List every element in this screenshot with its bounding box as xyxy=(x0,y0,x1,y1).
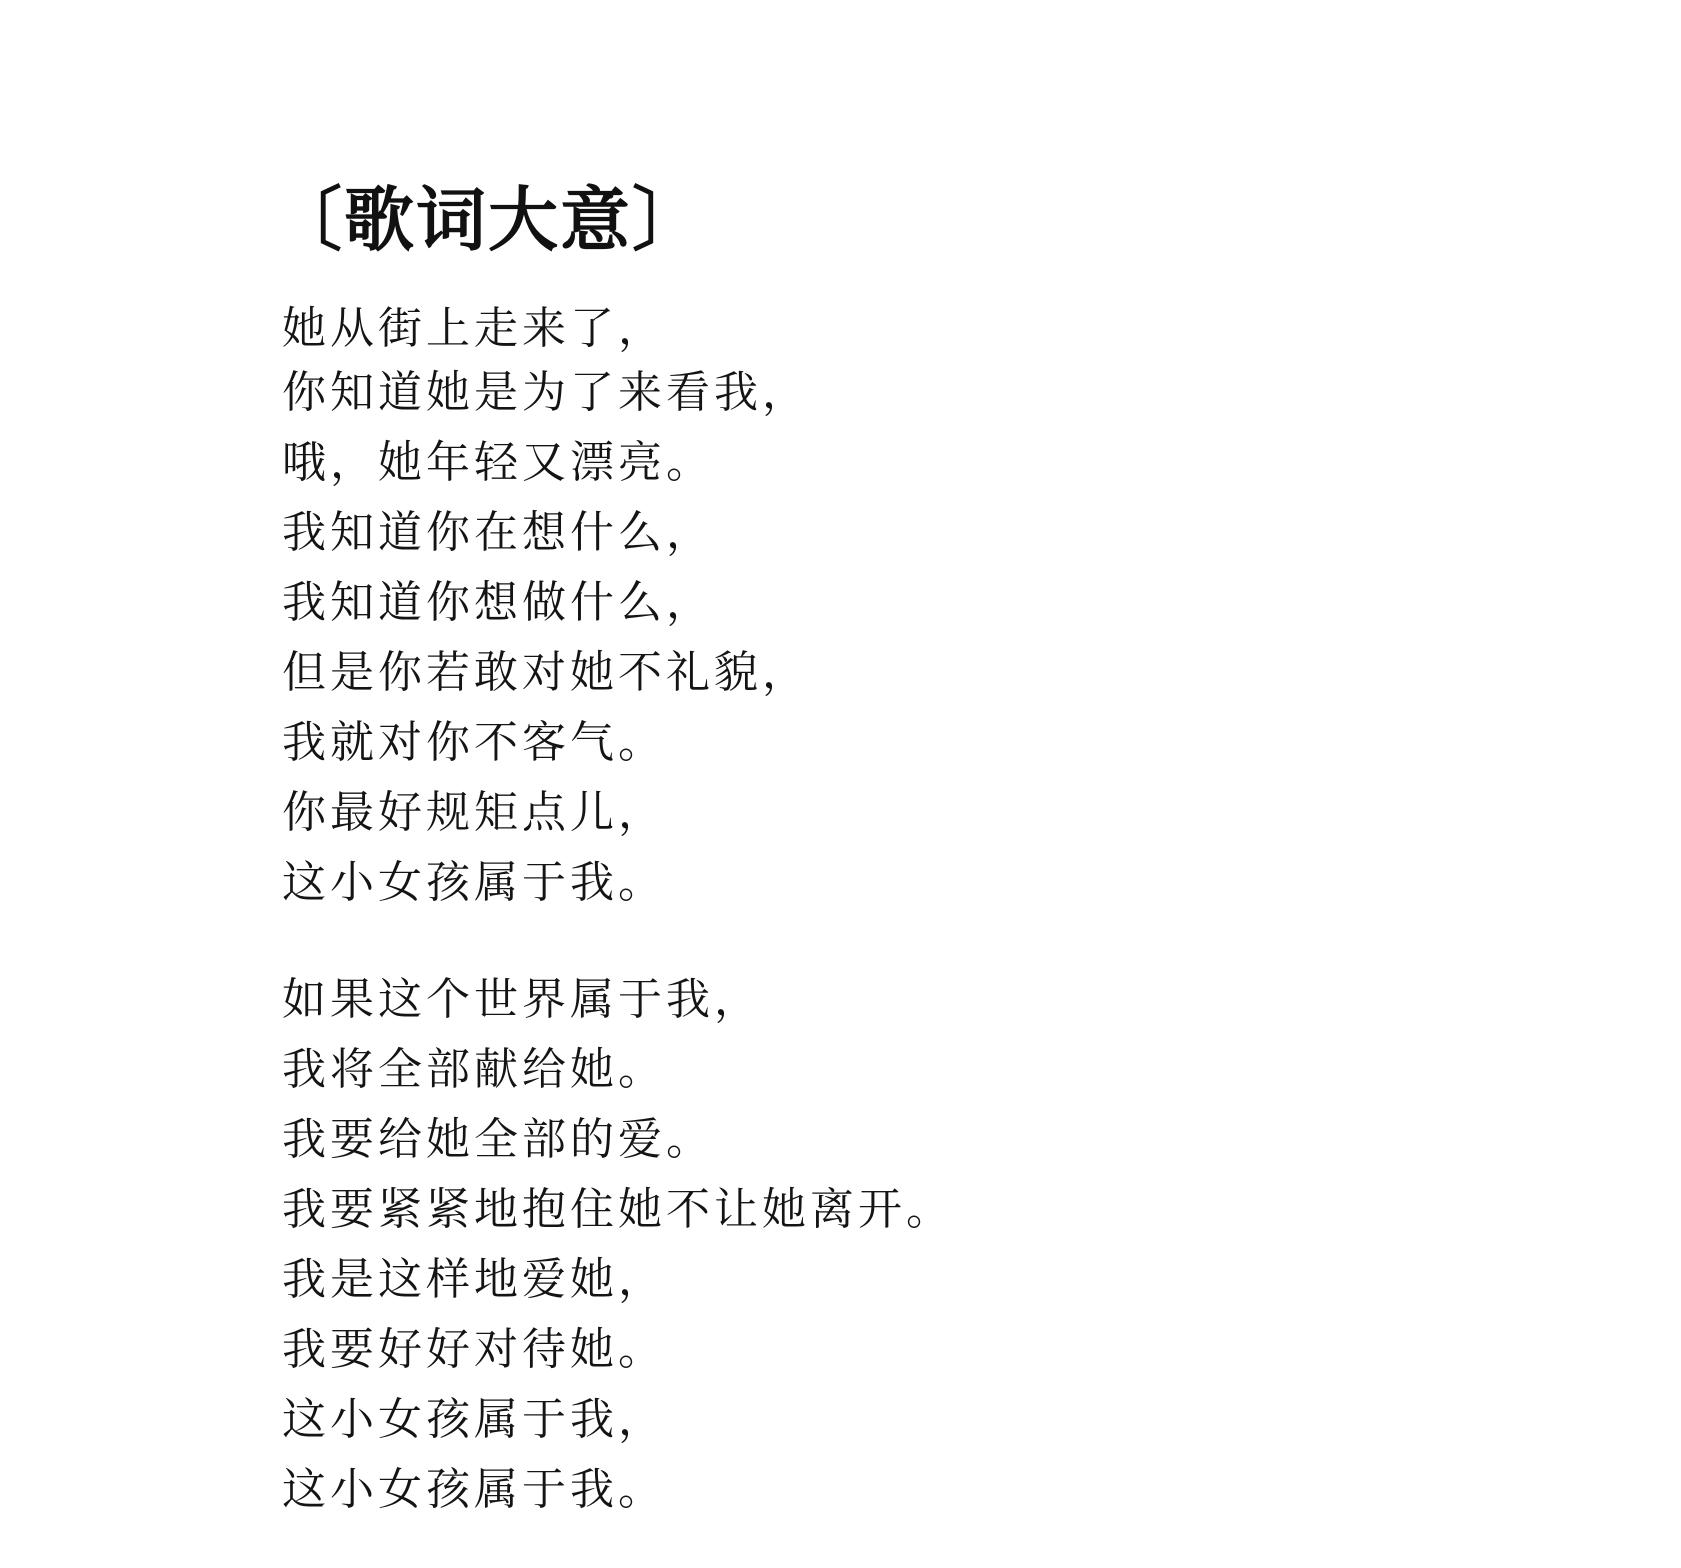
lyric-line: 我要给她全部的爱。 xyxy=(282,1114,714,1165)
lyric-line: 我知道你想做什么， xyxy=(282,577,714,628)
page-title: 〔歌词大意〕 xyxy=(272,177,704,261)
lyric-line: 但是你若敢对她不礼貌， xyxy=(282,647,810,698)
lyric-line: 这小女孩属于我。 xyxy=(282,857,666,908)
lyric-line: 这小女孩属于我。 xyxy=(282,1464,666,1515)
lyric-line: 我知道你在想什么， xyxy=(282,507,714,558)
lyric-line: 如果这个世界属于我， xyxy=(282,974,762,1025)
lyric-line: 你知道她是为了来看我， xyxy=(282,367,810,418)
stanza-1 xyxy=(282,300,810,918)
lyric-line: 我将全部献给她。 xyxy=(282,1044,666,1095)
lyric-line: 她从街上走来了， xyxy=(282,303,666,354)
lyric-line: 你最好规矩点儿， xyxy=(282,787,666,838)
stanza-2 xyxy=(282,965,954,1525)
lyric-line: 这小女孩属于我， xyxy=(282,1394,666,1445)
lyric-line: 我是这样地爱她， xyxy=(282,1254,666,1305)
lyric-line: 我要好好对待她。 xyxy=(282,1324,666,1375)
lyric-line: 我要紧紧地抱住她不让她离开。 xyxy=(282,1184,954,1235)
lyric-line: 哦，她年轻又漂亮。 xyxy=(282,437,714,488)
lyric-line: 我就对你不客气。 xyxy=(282,717,666,768)
